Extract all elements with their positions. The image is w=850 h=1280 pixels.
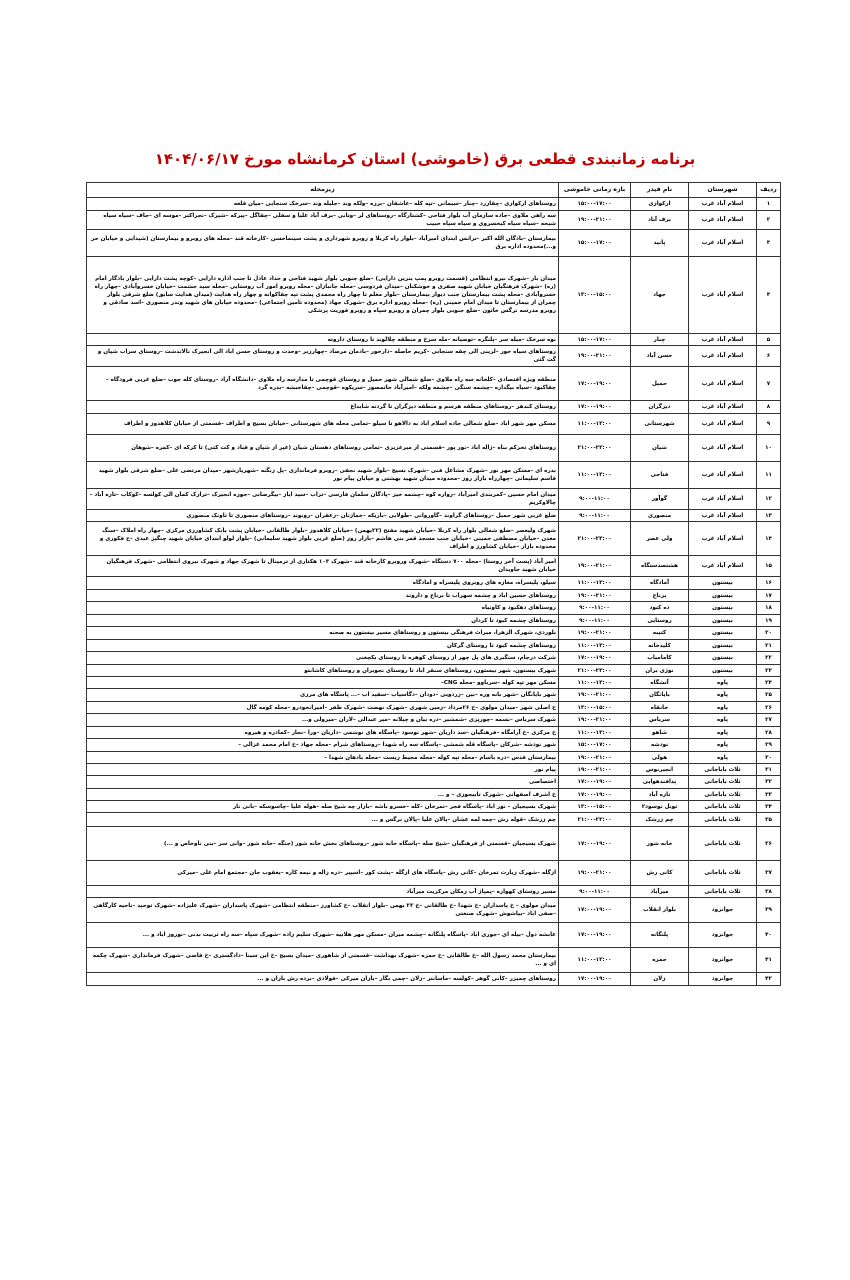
row-index: ۳۶ (757, 827, 781, 861)
row-feeder: ده کبود (631, 602, 689, 615)
table-row (87, 801, 781, 813)
table-row (87, 230, 781, 257)
row-area: روستاهای سیاه خور –لرینی الی چقه سنجابی –کریم حاصله –دارخور –بادمان مرصاد –چهارزبر –وحدت و روستای حسن اباد الی انجیرک نالاندشت –روستای سراب شیان و گت گتی (87, 346, 559, 367)
row-feeder: ولی عصر (631, 522, 689, 556)
row-time-range: ۹:۰۰-۱۱:۰۰ (559, 602, 631, 615)
table-row (87, 789, 781, 801)
table-row (87, 211, 781, 230)
row-index: ۳۹ (757, 898, 781, 923)
row-city: اسلام آباد غرب (689, 462, 757, 489)
row-feeder: حسن آباد (631, 346, 689, 367)
table-row (87, 973, 781, 986)
row-city: ثلاث باباجانی (689, 764, 757, 776)
row-area: روستاهای تخرکم بناه –ژاله اباد –نور پور –قسمتی از میرعزیزی –تمامی روستاهای دهستان شیان (غیر از شیان و قباد و کت کتی) تا کرکه ای –کمره –شوهان (87, 435, 559, 462)
table-row (87, 462, 781, 489)
row-city: اسلام آباد غرب (689, 334, 757, 346)
row-area: خ اصلی شهر –میدان مولوی –خ ۲۶مرداد –زمین شهری –شهرک نهضت –شهرک ظفر –امیرانخودرو –محله کومه گال (87, 702, 559, 714)
row-time-range: ۱۷:۰۰-۱۹:۰۰ (559, 898, 631, 923)
row-index: ۲۴ (757, 677, 781, 689)
row-area: چم زرشک –قوله رش –چمه لمه عشان –پالان علیا –پالان نرگس و ... (87, 813, 559, 827)
row-feeder: بایانگان (631, 689, 689, 702)
row-time-range: ۱۹:۰۰-۲۱:۰۰ (559, 764, 631, 776)
row-area: مسیر روستای کهواره –پمپاژ آب زمکان مرکزیت میرآباد (87, 886, 559, 898)
table-row (87, 923, 781, 948)
row-area: شرکت درجام، سنگبری های پل چهر از روستای کوهره تا روستای بکچغنی (87, 652, 559, 665)
row-feeder: شاهو (631, 727, 689, 739)
row-city: بیستون (689, 640, 757, 652)
row-area: روستاهای چشمه کبود تا روستای گرکان (87, 640, 559, 652)
row-time-range: ۱۳:۰۰-۱۵:۰۰ (559, 801, 631, 813)
row-index: ۹ (757, 414, 781, 435)
table-row (87, 334, 781, 346)
row-index: ۳ (757, 230, 781, 257)
table-row (87, 827, 781, 861)
row-feeder: خانه شور (631, 827, 689, 861)
table-row (87, 640, 781, 652)
row-index: ۱۸ (757, 602, 781, 615)
row-time-range: ۹:۰۰-۱۱:۰۰ (559, 510, 631, 522)
row-time-range: ۱۵:۰۰-۱۷:۰۰ (559, 230, 631, 257)
row-area: بلوردی، شهرک الزهرا، میراث فرهنگی بیستون و روستاهای مسیر بیستون به صحنه (87, 627, 559, 640)
row-index: ۶ (757, 346, 781, 367)
header-feeder: نام فیدر (631, 183, 689, 198)
row-time-range: ۱۹:۰۰-۲۱:۰۰ (559, 861, 631, 886)
row-index: ۱۶ (757, 577, 781, 590)
table-row (87, 702, 781, 714)
row-time-range: ۹:۰۰-۱۱:۰۰ (559, 489, 631, 510)
row-feeder: نودشه (631, 739, 689, 752)
row-feeder: چم زرشک (631, 813, 689, 827)
row-time-range: ۹:۰۰-۱۱:۰۰ (559, 886, 631, 898)
row-city: جوانرود (689, 923, 757, 948)
row-index: ۳۱ (757, 764, 781, 776)
row-feeder: تازه آباد (631, 789, 689, 801)
row-city: بیستون (689, 652, 757, 665)
header-time: بازه زمانی خاموشی (559, 183, 631, 198)
row-time-range: ۱۷:۰۰-۱۹:۰۰ (559, 789, 631, 801)
row-feeder: ارکوازی (631, 198, 689, 211)
row-index: ۱ (757, 198, 781, 211)
row-time-range: ۱۷:۰۰-۱۹:۰۰ (559, 827, 631, 861)
row-feeder: گوآور (631, 489, 689, 510)
row-area: شهرک سرباس –نسمه –چوریزی –شمشیر –دره بیان و چیلانه –میر عبدالی –لاران –میرولی و... (87, 714, 559, 727)
row-feeder: فتاحی (631, 462, 689, 489)
row-feeder: حمیل (631, 367, 689, 401)
row-area: بیمارستان محمد رسول الله –خ طالقانی –خ حمزه –شهرک بهداشت –قسمتی از شاهوری –میدان بسیج –خ ابن سینا –دادگستری –خ قاضی –شهرک فرمانداری –شهرک چکمه ای و ... (87, 948, 559, 973)
row-area: روستاهای ارکوازی –چقازرد –چنار –سیمانی –تپه کله –عاشقان –برزه –ولکه وند –جلیله وند –سرخک سنجابی –میان قلعه (87, 198, 559, 211)
row-index: ۲۳ (757, 665, 781, 677)
row-city: پاوه (689, 689, 757, 702)
table-row (87, 367, 781, 401)
row-time-range: ۱۵:۰۰-۱۷:۰۰ (559, 739, 631, 752)
table-row (87, 198, 781, 211)
table-row (87, 489, 781, 510)
row-index: ۳۲ (757, 776, 781, 789)
row-city: اسلام آباد غرب (689, 257, 757, 334)
row-area: پیام نور (87, 764, 559, 776)
row-area: روستاهای چشمه کبود تا کردان (87, 615, 559, 627)
row-city: ثلاث باباجانی (689, 886, 757, 898)
row-area: روستای کندهر –روستاهای منطقه هرسم و منطقه دیزگران تا گردنه شابداغ (87, 401, 559, 414)
row-city: ثلاث باباجانی (689, 801, 757, 813)
row-index: ۱۴ (757, 522, 781, 556)
row-feeder: تونل نوسود۲ (631, 801, 689, 813)
row-city: ثلاث باباجانی (689, 776, 757, 789)
row-city: پاوه (689, 677, 757, 689)
table-row (87, 590, 781, 602)
table-row (87, 665, 781, 677)
row-city: اسلام آباد غرب (689, 211, 757, 230)
table-row (87, 727, 781, 739)
row-index: ۴۱ (757, 948, 781, 973)
row-feeder: بلوار انقلاب (631, 898, 689, 923)
row-time-range: ۲۱:۰۰-۲۳:۰۰ (559, 435, 631, 462)
row-index: ۴۰ (757, 923, 781, 948)
row-index: ۳۵ (757, 813, 781, 827)
row-time-range: ۱۷:۰۰-۱۹:۰۰ (559, 923, 631, 948)
row-index: ۳۴ (757, 801, 781, 813)
row-city: ثلاث باباجانی (689, 827, 757, 861)
row-time-range: ۱۵:۰۰-۱۷:۰۰ (559, 334, 631, 346)
row-time-range: ۱۹:۰۰-۲۱:۰۰ (559, 346, 631, 367)
row-feeder: سرباس (631, 714, 689, 727)
row-feeder: آمادگاه (631, 577, 689, 590)
row-feeder: آتشگاه (631, 677, 689, 689)
row-feeder: چنار (631, 334, 689, 346)
row-feeder: نوژی بران (631, 665, 689, 677)
row-city: پاوه (689, 752, 757, 764)
row-area: عابشه دول –بیله ای –جوری اباد –پاسگاه پلنگانه –چشمه میران –مسکن مهر هلابیه –شهرک سلیم زاده –شهرک سپاه –سه راه تربیت بدنی –نوروز اباد و ... (87, 923, 559, 948)
table-row (87, 602, 781, 615)
table-row (87, 652, 781, 665)
row-city: پاوه (689, 714, 757, 727)
row-time-range: ۱۷:۰۰-۱۹:۰۰ (559, 401, 631, 414)
row-time-range: ۱۹:۰۰-۲۱:۰۰ (559, 627, 631, 640)
row-city: ثلاث باباجانی (689, 861, 757, 886)
row-area: ضلع غربی شهر حمیل –روستاهای گراوند –گاوروانی –طولابی –باریکه –خماژنان –زعفران –رونوند –روستاهای منصوری تا تاونک منصوری (87, 510, 559, 522)
row-time-range: ۱۱:۰۰-۱۳:۰۰ (559, 577, 631, 590)
table-row (87, 522, 781, 556)
row-feeder: میرآباد (631, 886, 689, 898)
table-row (87, 898, 781, 923)
row-area: روستاهای چمیزر –کانی گوهر –کولسه –ماسانتر –زلان –چمی بگار –بازان میرکی –فولادی –برده رش بازان و ... (87, 973, 559, 986)
row-area: شهرک بسیجیان – نور اباد –پاسگاه فجر –تمرخان –کله –خسرو باشه –بازار چه شیخ صله –هوله علیا –چاسوسکه –بانی نار (87, 801, 559, 813)
row-area: میدان بار –شهرک نیرو انتظامی (قسمت روبرو پمپ بنزین دارایی) –ضلع جنوبی بلوار شهید فتاحی و حداد عادل تا جنب اداره دارایی –کوچه پشت دارایی –بلوار بادگار امام (ره) –شهرک فرهنگیان خیابان شهید صفری و خوشکنان –میدان فردوسی –محله جانبازان –محله روبرو امور آب روستایی –محله سید حشمت –خیابان خسروآبادی –چهار راه خسروآبادی –محله پشت بیمارستان جنب دیوار بیمارستان –بلوار معلم تا چهار راه محمدی پشت تپه چقاکوانه و چهار راه هدایت (میدان هدایت سابق) ضلع شرقی بلوار چمران از بیمارستان تا میدان امام خمینی (ره) –محله روبرو اداره برق –شهرک جهاد (محدوده تامین اجتماعی) –محدوده خیابان های شهید وندر منصوری –اسد صادقی و روبرو مدرسه نرگس خاتون –ضلع جنوبی بلوار چمران و روبرو سپاه و روبرو فوریت پزشکی (87, 257, 559, 334)
row-time-range: ۱۵:۰۰-۱۷:۰۰ (559, 198, 631, 211)
row-city: اسلام آباد غرب (689, 556, 757, 577)
row-city: ثلاث باباجانی (689, 813, 757, 827)
row-city: اسلام آباد غرب (689, 489, 757, 510)
row-city: ثلاث باباجانی (689, 789, 757, 801)
row-index: ۴ (757, 257, 781, 334)
table-row (87, 714, 781, 727)
row-city: پاوه (689, 702, 757, 714)
row-time-range: ۱۹:۰۰-۲۱:۰۰ (559, 211, 631, 230)
row-area: میدان مولوی – خ پاسداران –خ شهدا –خ طالقانی –خ ۲۲ بهمن –بلوار انقلاب –خ کشاورز –منطقه انتظامی –شهرک پاسداران –شهرک علیزاده –شهرک توحید –ناحیه کارگاهی –صفی اباد –بیاشوش –شهرک صنعتی (87, 898, 559, 923)
row-feeder: حمزه (631, 948, 689, 973)
row-time-range: ۱۹:۰۰-۲۱:۰۰ (559, 689, 631, 702)
table-row (87, 615, 781, 627)
table-header-row (87, 183, 781, 198)
row-area: بیمارستان –بادگان الله اکبر –ترانس ابتدای امیرآباد –بلوار راه کربلا و روبرو شهرداری و پشت سینماحسن –کارخانه قند –محله های روبرو و بیمارستان (شیدایی و خیابان حر و...)محدوده اداره برق (87, 230, 559, 257)
row-city: اسلام آباد غرب (689, 198, 757, 211)
row-area: روستاهای دهکبود و کاونیاه (87, 602, 559, 615)
table-row (87, 577, 781, 590)
row-index: ۱۳ (757, 510, 781, 522)
row-city: پاوه (689, 727, 757, 739)
row-index: ۳۸ (757, 886, 781, 898)
row-index: ۱۱ (757, 462, 781, 489)
row-feeder: پدافندهوایی (631, 776, 689, 789)
row-time-range: ۱۹:۰۰-۲۱:۰۰ (559, 556, 631, 577)
table-row (87, 861, 781, 886)
row-city: اسلام آباد غرب (689, 414, 757, 435)
row-time-range: ۱۷:۰۰-۱۹:۰۰ (559, 776, 631, 789)
row-city: بیستون (689, 615, 757, 627)
row-city: اسلام آباد غرب (689, 522, 757, 556)
header-index: ردیف (757, 183, 781, 198)
row-feeder: کتیبه (631, 627, 689, 640)
row-area: سه راهی ملاوی –جاده سازمان آب بلوار فتاحی –کشتارگاه –روستاهای لر –وتانی –برف آباد علیا و سفلی –چقاگل –پیرکه –شیرک –نجراکبر –موسه ای –جاف –سیاه سیاه شیخه –سیاه سیاه کیخسروی و سیاه سیاه حبیب (87, 211, 559, 230)
row-feeder: جهاد (631, 257, 689, 334)
row-feeder: هولی (631, 752, 689, 764)
table-row (87, 257, 781, 334)
row-feeder: روستایی (631, 615, 689, 627)
row-index: ۳۰ (757, 752, 781, 764)
row-city: پاوه (689, 739, 757, 752)
table-row (87, 401, 781, 414)
row-city: بیستون (689, 665, 757, 677)
row-index: ۱۰ (757, 435, 781, 462)
row-time-range: ۱۱:۰۰-۱۳:۰۰ (559, 727, 631, 739)
row-city: جوانرود (689, 898, 757, 923)
row-city: اسلام آباد غرب (689, 230, 757, 257)
row-index: ۳۳ (757, 789, 781, 801)
row-time-range: ۱۷:۰۰-۱۹:۰۰ (559, 367, 631, 401)
row-index: ۱۲ (757, 489, 781, 510)
row-feeder: هشتصدستگاه (631, 556, 689, 577)
row-area: مسکن مهر شهر اباد –ضلع شمالی جاده اسلام اباد به دالاهو تا سیلو –تمامی محله های شهرستانی –خیابان بسیج و اطراف –قسمتی از خیابان کلاهدوز و اطراف (87, 414, 559, 435)
header-area: زیرمحله (87, 183, 559, 198)
row-area: امیر آباد (پست آخر روستا) –محله ۷۰۰ دستگاه –شهرک وروبرو کارخانه قند –شهرک ۱۰۳ هکتاری از ترمینال تا شهرک جهاد و شهرک نیروی انتظامی –شهرک فرهنگیان خیابان شهید جاویدان (87, 556, 559, 577)
row-index: ۱۹ (757, 615, 781, 627)
table-row (87, 813, 781, 827)
row-feeder: برناج (631, 590, 689, 602)
row-index: ۱۷ (757, 590, 781, 602)
row-area: شهر نودشه –شرکان –پاسگاه قله شمشی –پاسگاه سه راه شهدا –روستاهای شرام –محله جهاد –خ امام محمد غزالی – (87, 739, 559, 752)
table-row (87, 346, 781, 367)
row-time-range: ۱۱:۰۰-۱۳:۰۰ (559, 677, 631, 689)
row-time-range: ۱۳:۰۰-۱۵:۰۰ (559, 702, 631, 714)
row-index: ۲۱ (757, 640, 781, 652)
row-feeder: شهرستانی (631, 414, 689, 435)
row-city: اسلام آباد غرب (689, 367, 757, 401)
table-row (87, 627, 781, 640)
row-area: اختصاصی (87, 776, 559, 789)
row-area: شهرک بسیجیان –قسمتی از فرهنگیان –شیخ صله –پاسگاه خانه شور –روستاهای بخش خانه شور (جنگه –خانه شور –وانی سر –بنی ناوخاص و ...) (87, 827, 559, 861)
table-body (87, 198, 781, 986)
row-feeder: زلان (631, 973, 689, 986)
row-city: بیستون (689, 602, 757, 615)
row-index: ۲۶ (757, 702, 781, 714)
row-time-range: ۱۹:۰۰-۲۱:۰۰ (559, 714, 631, 727)
row-index: ۲۲ (757, 652, 781, 665)
table-row (87, 556, 781, 577)
row-index: ۱۵ (757, 556, 781, 577)
row-time-range: ۹:۰۰-۱۱:۰۰ (559, 615, 631, 627)
row-area: روستاهای حسین اباد و چشمه سهراب تا برناج و داروند (87, 590, 559, 602)
row-index: ۲۵ (757, 689, 781, 702)
row-city: اسلام آباد غرب (689, 435, 757, 462)
row-area: ازگله –شهرک زیارت تمرخان –کانی رش –پاسگاه های ازگله –پشت کور –اسپیر –دره زاله و نیمه کاره –یعقوب جان –مجتمع امام علی –میرکی (87, 861, 559, 886)
table-row (87, 510, 781, 522)
row-area: شهر بایانگان –شهر بانه وره –نین –زردوبی –دودان –دگاسیاب –سفید اب –... پاسگاه های مرزی (87, 689, 559, 702)
row-time-range: ۲۱:۰۰-۲۳:۰۰ (559, 813, 631, 827)
row-area: بیمارستان قدس –دره باسام –محله تپه کوله –محله محیط زیست –محله بادهان شهدا – (87, 752, 559, 764)
row-feeder: کلیدخانه (631, 640, 689, 652)
row-time-range: ۱۹:۰۰-۲۱:۰۰ (559, 752, 631, 764)
row-index: ۲۰ (757, 627, 781, 640)
row-feeder: پانید (631, 230, 689, 257)
row-area: شهرک ولیعصر –ضلع شمالی بلوار راه کربلا –خیابان شهید مفتح (۲۲بهمن) –خیابان کلاهدوز –بلوار طالقانی –خیابان پشت بانک کشاورزی مرکزی –چهار راه املاک –سنگ معدن –خیابان مصطفی خمینی –خیابان جنب مسجد قمر بنی هاشم –بازار روز (ضلع غربی بلوار شهید سلیمانی) –بلوار لولو ابتدای خیابان شهید چنگیز عبدی –ح فکوری و محدوده بازار –خیابان کشاورز و اطراف (87, 522, 559, 556)
header-city: شهرستان (689, 183, 757, 198)
row-time-range: ۱۷:۰۰-۱۹:۰۰ (559, 652, 631, 665)
row-time-range: ۱۷:۰۰-۱۹:۰۰ (559, 973, 631, 986)
row-area: مسکن مهر تپه کوله –سرباوو –محله CNG– (87, 677, 559, 689)
outage-schedule-table (86, 182, 781, 986)
page-title: برنامه زمانبندی قطعی برق (خاموشی) استان کرمانشاه مورخ ۱۴۰۴/۰۶/۱۷ (154, 150, 696, 168)
row-area: منطقه ویژه اقتصادی –کلخانه سه راه ملاوی –ضلع شمالی شهر حمیل و روستای قوچمی تا مدارسه راه ملاوی –دانشگاه آزاد –روستای کله جوب –ضلع غربی فرودگاه –چقاکبود –سیاه بیگداره –چشمه سنگی –چشمه ولکه –امیرآباد حاتمصور –سریکوه –قوچمی –چقاحبشه –بدره گرد (87, 367, 559, 401)
row-feeder: منصوری (631, 510, 689, 522)
row-index: ۳۷ (757, 861, 781, 886)
row-time-range: ۱۹:۰۰-۲۱:۰۰ (559, 590, 631, 602)
row-city: اسلام آباد غرب (689, 510, 757, 522)
row-time-range: ۱۳:۰۰-۱۵:۰۰ (559, 257, 631, 334)
row-area: بدره ای –مسکن مهر نور –شهرک مشاغل فنی –شهرک بسیج –بلوار شهید نجفی –روبرو فرمانداری –پل زنگنه –شهریارشهر –میدان مرتضی علی –ضلع شرقی بلوار شهید قاسم سلیمانی –چهارراه بازار روز –محدوده میدان شهید بهشتی و خیابان پیام نور (87, 462, 559, 489)
row-feeder: خانقاه (631, 702, 689, 714)
row-city: اسلام آباد غرب (689, 401, 757, 414)
row-city: جوانرود (689, 948, 757, 973)
row-time-range: ۱۱:۰۰-۱۳:۰۰ (559, 462, 631, 489)
table-row (87, 948, 781, 973)
row-city: بیستون (689, 627, 757, 640)
row-area: شهرک بیستون، شهر بیستون، روستاهای سنقر اباد تا روستای نجوبران و روستاهای کاشانتو (87, 665, 559, 677)
row-city: بیستون (689, 577, 757, 590)
row-time-range: ۱۱:۰۰-۱۳:۰۰ (559, 414, 631, 435)
row-index: ۲ (757, 211, 781, 230)
row-feeder: کانی رش (631, 861, 689, 886)
row-city: بیستون (689, 590, 757, 602)
row-index: ۸ (757, 401, 781, 414)
table-row (87, 776, 781, 789)
row-city: اسلام آباد غرب (689, 346, 757, 367)
row-time-range: ۲۱:۰۰-۲۳:۰۰ (559, 522, 631, 556)
row-index: ۲۸ (757, 727, 781, 739)
row-area: سیلو، پلیسراه، مغازه های روبروی پلیسراه و امادگاه (87, 577, 559, 590)
row-index: ۵ (757, 334, 781, 346)
row-feeder: شیان (631, 435, 689, 462)
table-row (87, 435, 781, 462)
table-row (87, 689, 781, 702)
row-time-range: ۲۱:۰۰-۲۳:۰۰ (559, 665, 631, 677)
table-row (87, 677, 781, 689)
row-area: میدان امام حسین –کمربندی امیرآباد –زواره کوه –چشمه خیز –پادگان سلمان فارسی –تراب –سید ایاز –بیگرصابی –جوزه انجیرک –ترازک کمان الی کولسه –کوکاب –تازه آباد –چالاوکریم (87, 489, 559, 510)
row-area: خ مرکزی –خ آرامگاه –فرهنگیان –سد داریان –شهر نوسود –پاسگاه های نوشمی –داریان –ورا –نجار –کمادره و هیروه (87, 727, 559, 739)
table-row (87, 886, 781, 898)
row-area: خ اشرف اصفهانی –شهرک تابیجوزی – و ... (87, 789, 559, 801)
row-feeder: انجیرنوس (631, 764, 689, 776)
row-index: ۲۹ (757, 739, 781, 752)
row-feeder: برف آباد (631, 211, 689, 230)
row-feeder: کامامیاب (631, 652, 689, 665)
row-index: ۲۷ (757, 714, 781, 727)
row-time-range: ۱۱:۰۰-۱۳:۰۰ (559, 640, 631, 652)
row-index: ۴۲ (757, 973, 781, 986)
row-area: نوه سرخک –میله سر –پلنگره –توصیانه –مله سرخ و منطقه چلالوند تا روستای داروته (87, 334, 559, 346)
table-row (87, 764, 781, 776)
row-index: ۷ (757, 367, 781, 401)
table-row (87, 752, 781, 764)
row-city: جوانرود (689, 973, 757, 986)
table-row (87, 414, 781, 435)
table-row (87, 739, 781, 752)
row-time-range: ۱۱:۰۰-۱۳:۰۰ (559, 948, 631, 973)
row-feeder: دیزگران (631, 401, 689, 414)
row-feeder: پلنگانه (631, 923, 689, 948)
